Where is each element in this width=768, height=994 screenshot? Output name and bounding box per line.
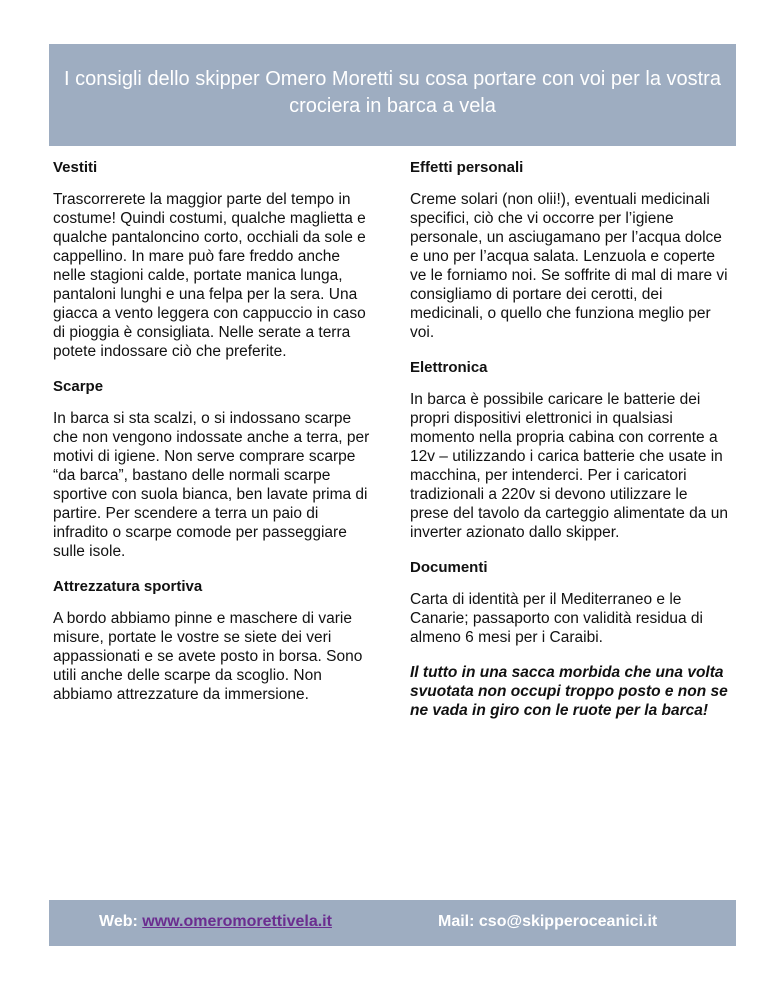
section-scarpe bbox=[53, 377, 371, 561]
section-body: In barca è possibile caricare le batterie dei propri dispositivi elettronici in qualsiasi momento nella propria cabina con corrente a 12v – utilizzando i carica batterie che usate in macchina, per intenderci. Per i caricatori tradizionali a 220v si devono utilizzare le prese del tavolo da carteggio alimentate da un inverter azionato dallo skipper. bbox=[410, 391, 728, 541]
header-banner bbox=[49, 44, 736, 146]
section-vestiti bbox=[53, 158, 371, 361]
left-column bbox=[53, 158, 371, 720]
footer-web bbox=[99, 913, 332, 931]
section-attrezzatura bbox=[53, 577, 371, 704]
section-title: Effetti personali bbox=[410, 159, 524, 176]
section-elettronica bbox=[410, 358, 728, 542]
section-title: Attrezzatura sportiva bbox=[53, 578, 203, 595]
footer-mail: Mail: cso@skipperoceanici.it bbox=[438, 913, 658, 930]
right-column bbox=[410, 158, 728, 720]
section-title: Vestiti bbox=[53, 159, 98, 176]
page-title: I consigli dello skipper Omero Moretti su cosa portare con voi per la vostra crociera in barca a vela bbox=[64, 68, 721, 117]
section-body: Trascorrerete la maggior parte del tempo in costume! Quindi costumi, qualche maglietta e qualche pantaloncino corto, occhiali da sole e cappellino. In mare può fare freddo anche nelle stagioni calde, portate manica lunga, pantaloni lunghi e una felpa per la sera. Una giacca a vento leggera con cappuccio in caso di pioggia è consigliata. Nelle serate a terra potete indossare ciò che preferite. bbox=[53, 191, 366, 360]
section-title: Elettronica bbox=[410, 359, 488, 376]
website-link[interactable]: www.omeromorettivela.it bbox=[142, 913, 332, 930]
section-body: Creme solari (non olii!), eventuali medicinali specifici, ciò che vi occorre per l’igiene personale, un asciugamano per l’acqua dolce e uno per l’acqua salata. Lenzuola e coperte ve le forniamo noi. Se soffrite di mal di mare vi consigliamo di portare dei cerotti, dei medicinali, o quello che funziona meglio per voi. bbox=[410, 191, 728, 341]
section-body: In barca si sta scalzi, o si indossano scarpe che non vengono indossate anche a terra, per motivi di igiene. Non serve comprare scarpe “da barca”, bastano delle normali scarpe sportive con suola bianca, ben lavate prima di partire. Per scendere a terra un paio di infradito o scarpe comode per passeggiare sulle isole. bbox=[53, 410, 370, 560]
web-label: Web: bbox=[99, 913, 143, 930]
section-body: Carta di identità per il Mediterraneo e le Canarie; passaporto con validità residua di almeno 6 mesi per i Caraibi. bbox=[410, 591, 703, 646]
footer-banner bbox=[49, 900, 736, 946]
section-documenti bbox=[410, 558, 728, 647]
closing-note: Il tutto in una sacca morbida che una volta svuotata non occupi troppo posto e non se ne vada in giro con le ruote per la barca! bbox=[410, 664, 728, 719]
section-title: Scarpe bbox=[53, 378, 104, 395]
section-effetti-personali bbox=[410, 158, 728, 342]
section-body: A bordo abbiamo pinne e maschere di varie misure, portate le vostre se siete dei veri appassionati e se avete posto in borsa. Sono utili anche delle scarpe da scoglio. Non abbiamo attrezzature da immersione. bbox=[53, 610, 363, 703]
section-title: Documenti bbox=[410, 559, 488, 576]
